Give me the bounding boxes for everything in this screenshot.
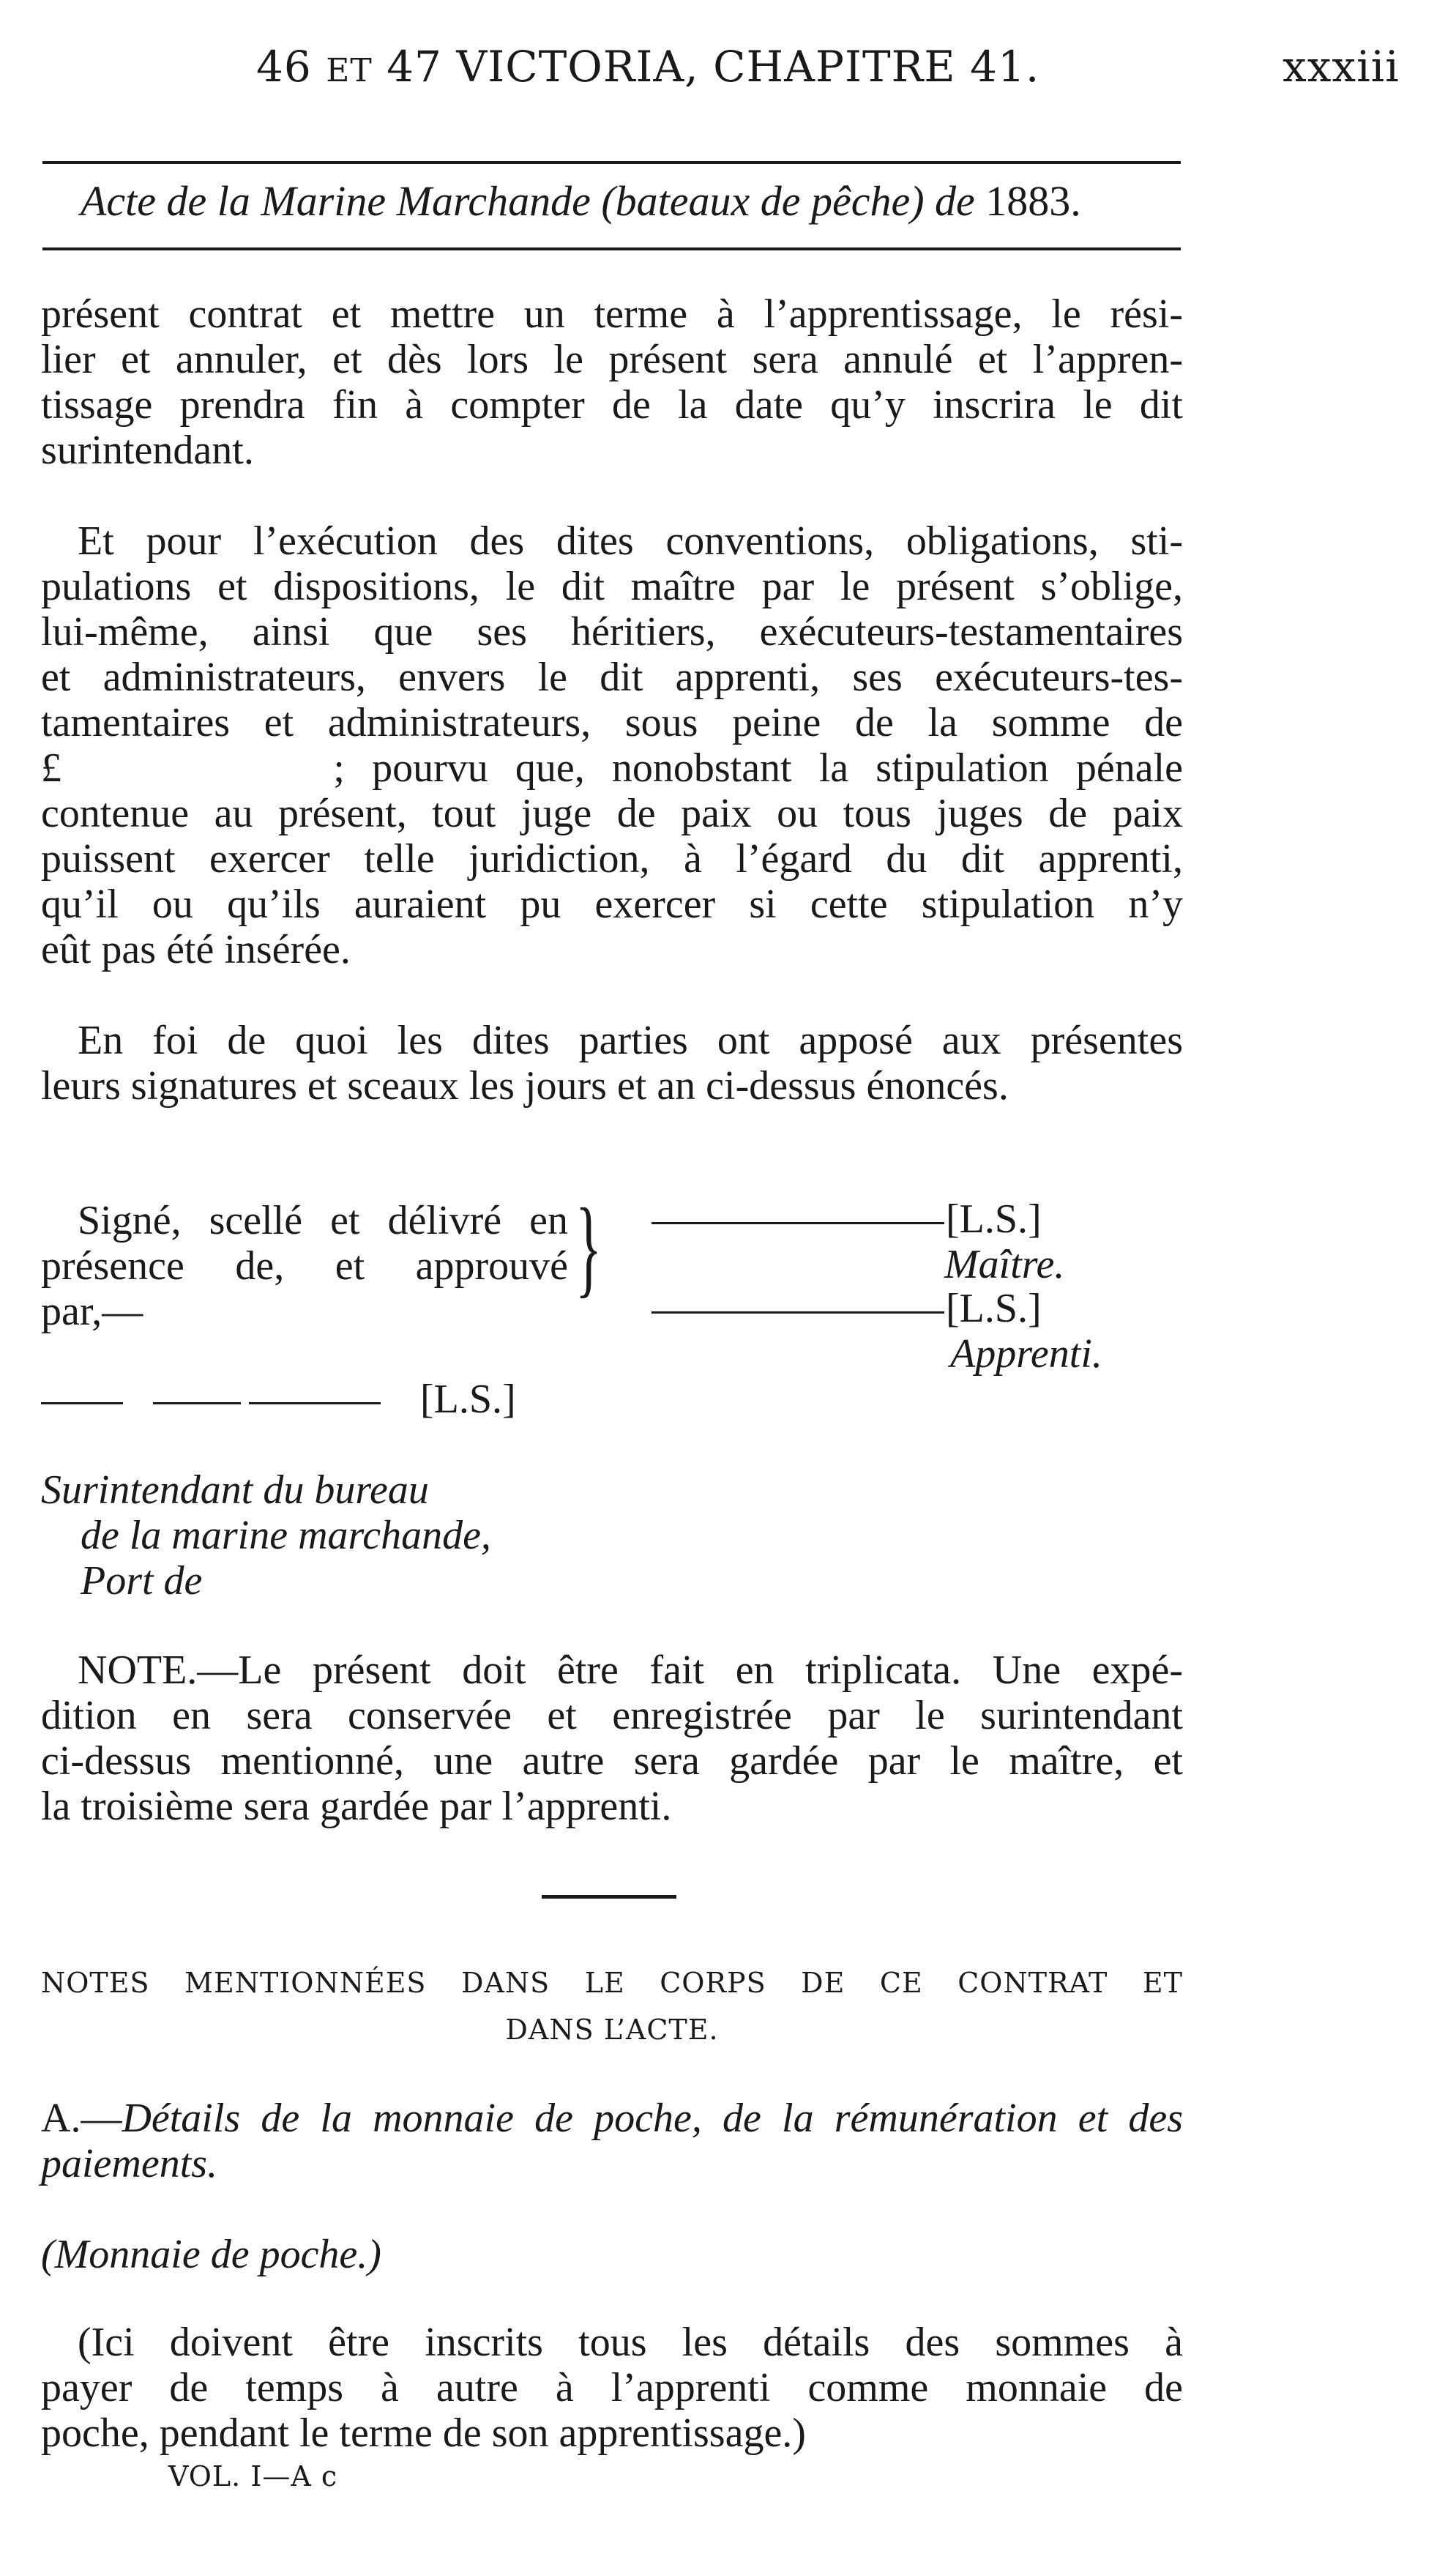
text-line: tamentaires et administrateurs, sous peine de la somme de (41, 700, 1183, 745)
act-subtitle-year: 1883. (985, 177, 1081, 225)
text-line: Signé, scellé et délivré en (78, 1198, 568, 1243)
text-line: surintendant. (41, 428, 254, 473)
text-line: présent contrat et mettre un terme à l’apprentissage, le rési- (41, 291, 1183, 337)
brace: } (575, 1186, 602, 1308)
master-label: Maître. (944, 1242, 1065, 1287)
text-line: lier et annuler, et dès lors le présent sera annulé et l’appren- (41, 337, 1183, 382)
signature-line (652, 1222, 944, 1224)
running-head (256, 42, 1040, 92)
text-line: la troisième sera gardée par l’apprenti. (41, 1784, 672, 1829)
text-line: Surintendant du bureau (41, 1467, 429, 1513)
apprentice-label: Apprenti. (950, 1331, 1102, 1377)
text-line: En foi de quoi les dites parties ont apposé aux présentes (78, 1018, 1183, 1063)
notes-heading-line-2: DANS L’ACTE. (505, 2014, 719, 2046)
text-line: de la marine marchande, (81, 1513, 491, 1558)
text-line: dition en sera conservée et enregistrée par le surintendant (41, 1693, 1183, 1738)
running-head-chapitre: CHAPITRE (713, 42, 956, 92)
note-a-label: A.— (41, 2096, 122, 2141)
running-head-number: 47 (387, 42, 442, 92)
text-line: tissage prendra fin à compter de la date qu’y inscrira le dit (41, 382, 1183, 428)
text-line: par,— (41, 1289, 143, 1334)
text-line: leurs signatures et sceaux les jours et an ci-dessus énoncés. (41, 1063, 1009, 1109)
monnaie-subheading: (Monnaie de poche.) (41, 2232, 381, 2277)
signature-line-apprentice (652, 1305, 944, 1319)
signature-line (652, 1311, 944, 1314)
running-head-et: ET (326, 52, 373, 89)
signature-line (249, 1402, 381, 1404)
text-line: puissent exercer telle juridiction, à l’égard du dit apprenti, (41, 836, 1183, 882)
page-number: xxxiii (1283, 42, 1400, 92)
witness-statement (41, 1198, 568, 1334)
ls-seal-1: [L.S.] (946, 1196, 1042, 1242)
running-head-chapter-number: 41. (970, 42, 1040, 92)
notes-heading-line-1: NOTES MENTIONNÉES DANS LE CORPS DE CE CONTRAT ET (41, 1967, 1183, 1999)
text-line: ci-dessus mentionné, une autre sera gardée par le maître, et (41, 1738, 1183, 1784)
signature-line (153, 1402, 241, 1404)
text-line: qu’il ou qu’ils auraient pu exercer si cette stipulation n’y (41, 882, 1183, 927)
signature-line-master (652, 1215, 944, 1229)
note (41, 1647, 1183, 1829)
note-label: NOTE. (78, 1647, 198, 1693)
note-a-heading (41, 2096, 1183, 2186)
top-rule (42, 161, 1181, 164)
text-line: lui-même, ainsi que ses héritiers, exécuteurs-testamentaires (41, 609, 1183, 655)
signature-line (41, 1402, 123, 1404)
text-line: pulations et dispositions, le dit maître par le présent s’oblige, (41, 564, 1183, 609)
paragraph-1 (41, 291, 1183, 473)
notes-body (41, 2320, 1183, 2456)
text-line: eût pas été insérée. (41, 927, 351, 972)
ls-seal-2: [L.S.] (946, 1286, 1042, 1331)
note-a-title: Détails de la monnaie de poche, de la rémunération et des (122, 2096, 1183, 2141)
text-line: —Le présent doit être fait en triplicata. Une expé- (197, 1647, 1183, 1693)
text-line: (Ici doivent être inscrits tous les détails des sommes à (78, 2320, 1183, 2365)
signature-line-superintendent (41, 1396, 381, 1410)
text-line: présence de, et approuvé (41, 1243, 568, 1289)
signature-mark: VOL. I—A c (168, 2460, 338, 2492)
note-a-title-cont: paiements. (41, 2141, 218, 2186)
paragraph-2 (41, 518, 1183, 972)
bottom-rule (42, 247, 1181, 250)
text-line: payer de temps à autre à l’apprenti comme monnaie de (41, 2365, 1183, 2410)
section-divider (542, 1895, 676, 1899)
text-line: poche, pendant le terme de son apprentissage.) (41, 2410, 806, 2456)
text-line: Et pour l’exécution des dites conventions, obligations, sti- (78, 518, 1183, 564)
text-line: Port de (81, 1558, 203, 1604)
act-subtitle-text: Acte de la Marine Marchande (bateaux de pêche) de (81, 177, 975, 225)
superintendent-title (41, 1467, 491, 1604)
paragraph-3 (41, 1018, 1183, 1109)
text-line: £ ; pourvu que, nonobstant la stipulation pénale (41, 745, 1183, 791)
running-head-session: 46 (256, 42, 312, 92)
text-line: contenue au présent, tout juge de paix ou tous juges de paix (41, 791, 1183, 836)
text-line: et administrateurs, envers le dit apprenti, ses exécuteurs-tes- (41, 655, 1183, 700)
ls-seal-3: [L.S.] (420, 1377, 516, 1422)
act-subtitle (81, 177, 1081, 225)
running-head-victoria: VICTORIA, (456, 42, 699, 92)
